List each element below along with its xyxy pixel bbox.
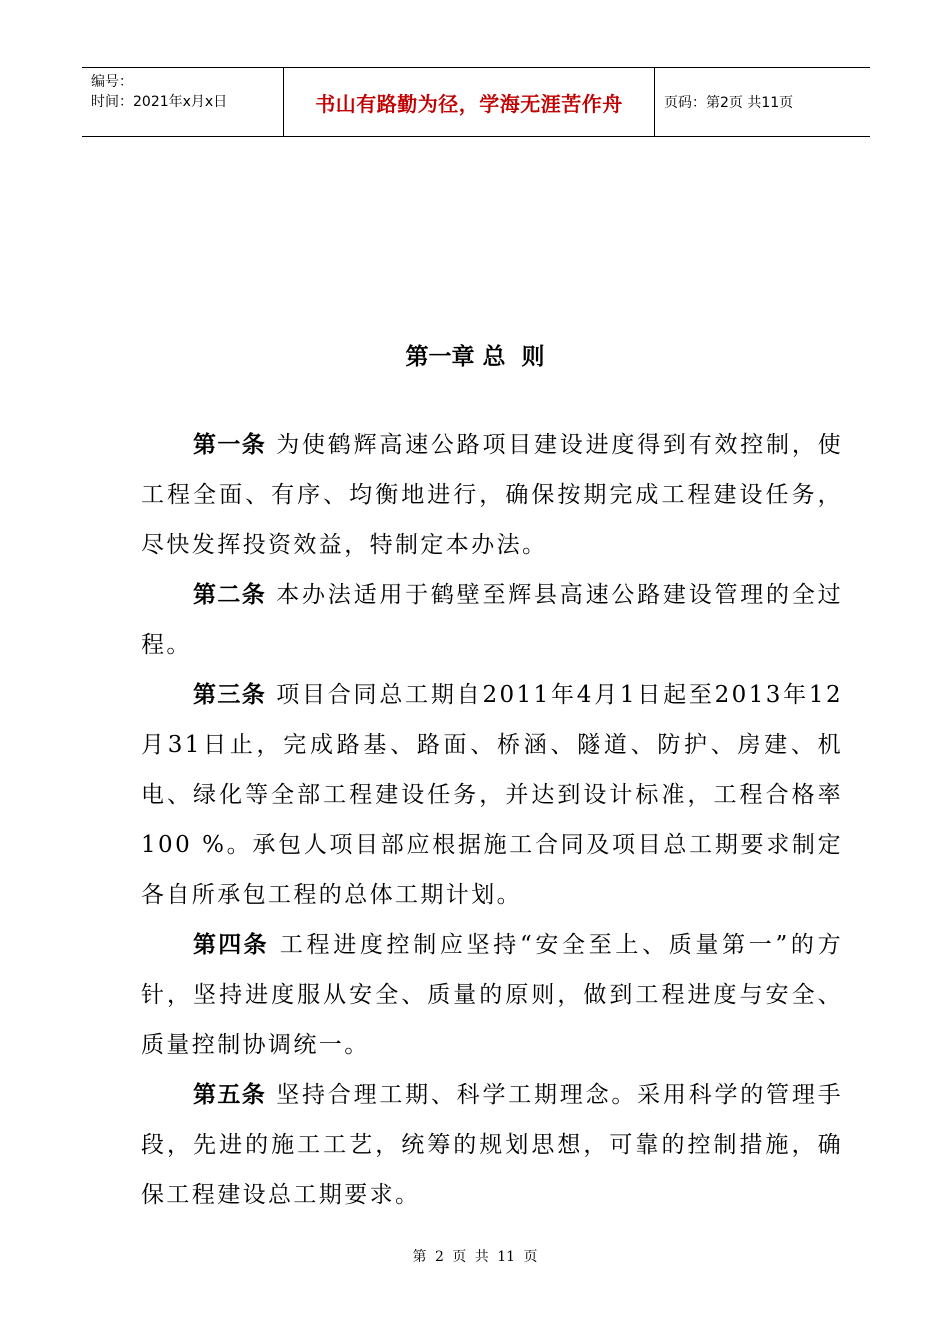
page-footer: 第 2 页 共 11 页 (412, 1249, 538, 1265)
document-number-label: 编号： (91, 74, 133, 90)
page-header (82, 67, 870, 137)
article-text: 项目合同总工期自2011年4月1日起至2013年12月31日止，完成路基、路面、桥涵、隧道、防护、房建、机电、绿化等全部工程建设任务，并达到设计标准，工程合格率100 %。承包人项目部应根据施工合同及项目总工期要求制定各自所承包工程的总体工期计划。 (141, 682, 844, 908)
article-text: 坚持合理工期、科学工期理念。采用科学的管理手段，先进的施工工艺，统筹的规划思想，可靠的控制措施，确保工程建设总工期要求。 (141, 1082, 843, 1208)
header-meta (82, 68, 283, 136)
article-heading: 第五条 (193, 1082, 267, 1108)
article-heading: 第三条 (193, 682, 267, 708)
chapter-title: 第一章 总 则 (405, 344, 545, 370)
article-1 (141, 420, 843, 570)
document-body (141, 420, 843, 1220)
header-motto: 书山有路勤为径，学海无涯苦作舟 (315, 91, 623, 116)
article-heading: 第二条 (193, 582, 267, 608)
header-page-info (655, 68, 870, 136)
article-5 (141, 1070, 843, 1220)
article-text: 为使鹤辉高速公路项目建设进度得到有效控制，使工程全面、有序、均衡地进行，确保按期完成工程建设任务，尽快发挥投资效益，特制定本办法。 (141, 432, 843, 558)
article-4 (141, 920, 843, 1070)
article-heading: 第一条 (193, 432, 267, 458)
header-page-number: 页码：第2页 共11页 (664, 95, 794, 111)
article-text: 工程进度控制应坚持“安全至上、质量第一”的方针，坚持进度服从安全、质量的原则，做到工程进度与安全、质量控制协调统一。 (141, 932, 844, 1058)
article-text: 本办法适用于鹤壁至辉县高速公路建设管理的全过程。 (141, 582, 843, 658)
article-heading: 第四条 (193, 932, 269, 958)
article-3 (141, 670, 843, 920)
article-2 (141, 570, 843, 670)
document-time-label: 时间：2021年x月x日 (91, 94, 228, 110)
header-motto-cell (283, 68, 655, 136)
